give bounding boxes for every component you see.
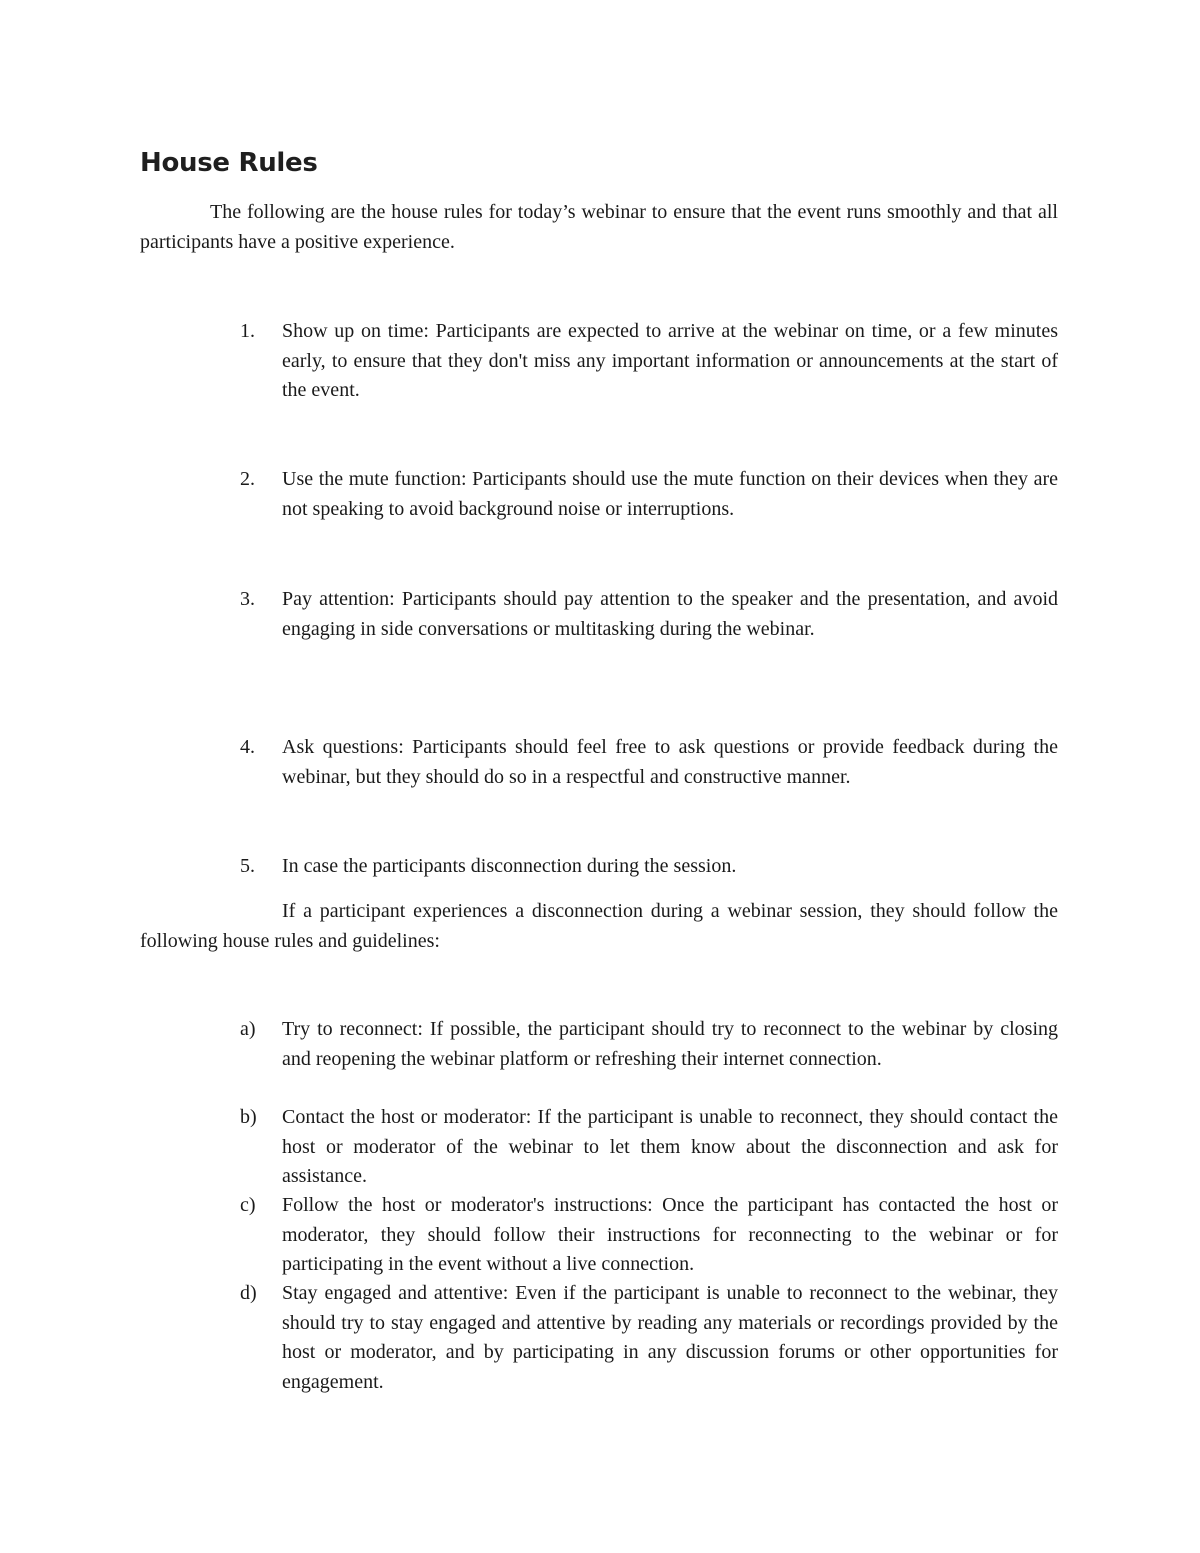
guideline-letter: a): [240, 1018, 256, 1040]
guideline-text: Stay engaged and attentive: Even if the participant is unable to reconnect to the webinar, they should try to stay engaged and attentive by reading any materials or recordings provided by the host or moderator, and by participating in any discussion forums or other opportunities for engagement.: [282, 1282, 1058, 1393]
rule-number: 2.: [240, 468, 255, 490]
rule-item: [240, 317, 1058, 406]
guideline-letter: d): [240, 1282, 257, 1304]
rule-number: 4.: [240, 736, 255, 758]
guideline-text: Follow the host or moderator's instructions: Once the participant has contacted the host or moderator, they should follow their instructions for reconnecting to the webinar or for participating in the event without a live connection.: [282, 1194, 1058, 1275]
guideline-text: Try to reconnect: If possible, the participant should try to reconnect to the webinar by closing and reopening the webinar platform or refreshing their internet connection.: [282, 1018, 1058, 1070]
guideline-item: [240, 1279, 1058, 1397]
guideline-item: [240, 1015, 1058, 1074]
rule-text: Ask questions: Participants should feel free to ask questions or provide feedback during the webinar, but they should do so in a respectful and constructive manner.: [282, 736, 1058, 788]
guideline-text: Contact the host or moderator: If the participant is unable to reconnect, they should contact the host or moderator of the webinar to let them know about the disconnection and ask for assistance.: [282, 1106, 1058, 1187]
rule-text: Use the mute function: Participants should use the mute function on their devices when they are not speaking to avoid background noise or interruptions.: [282, 468, 1058, 520]
rule-text: Pay attention: Participants should pay attention to the speaker and the presentation, and avoid engaging in side conversations or multitasking during the webinar.: [282, 588, 1058, 640]
page-title: House Rules: [140, 148, 318, 178]
rule-number: 5.: [240, 855, 255, 877]
rule-item: [240, 465, 1058, 524]
guideline-item: [240, 1103, 1058, 1192]
rule-number: 3.: [240, 588, 255, 610]
rule-item: [240, 585, 1058, 644]
guideline-item: [240, 1191, 1058, 1280]
rule-text: In case the participants disconnection during the session.: [282, 855, 737, 877]
rule-text: Show up on time: Participants are expected to arrive at the webinar on time, or a few minutes early, to ensure that they don't miss any important information or announcements at the start of the event.: [282, 320, 1058, 401]
rule-item: [240, 852, 1058, 882]
rule-item: [240, 733, 1058, 792]
guideline-letter: b): [240, 1106, 257, 1128]
guideline-letter: c): [240, 1194, 256, 1216]
intro-paragraph: The following are the house rules for today’s webinar to ensure that the event runs smoothly and that all participants have a positive experience.: [140, 201, 1058, 253]
rule-number: 1.: [240, 320, 255, 342]
disconnection-paragraph: If a participant experiences a disconnection during a webinar session, they should follow the following house rules and guidelines:: [140, 900, 1058, 952]
